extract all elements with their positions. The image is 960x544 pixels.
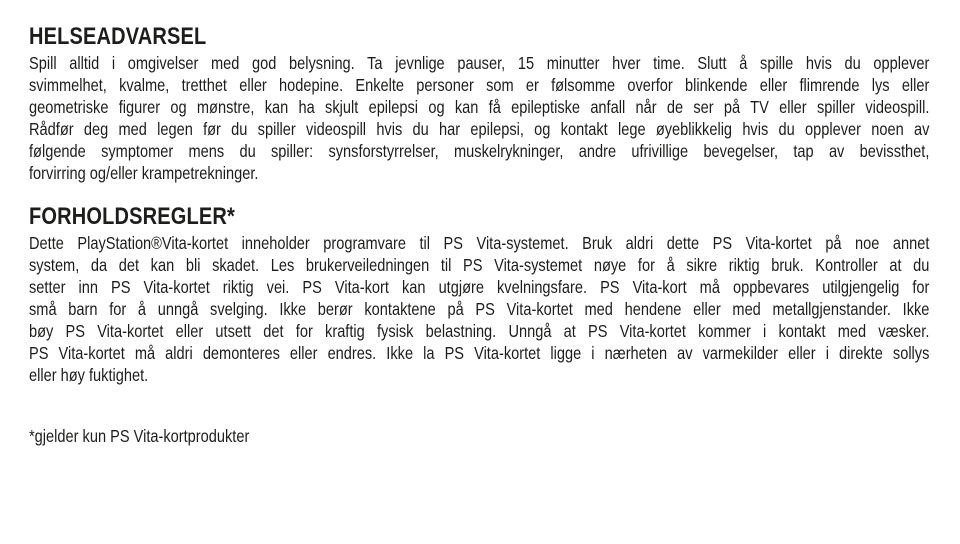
text-line: geometriske figurer og mønstre, kan ha skjult epilepsi og kan få epileptiske anfall når de ser på TV eller spiller videospill. (29, 97, 930, 117)
text-line: svimmelhet, kvalme, tretthet eller hodepine. Enkelte personer som er følsomme overfor blinkende eller flimrende lys eller (29, 75, 930, 95)
section-health-warning (29, 25, 929, 184)
text-line: PS Vita-kortet må aldri demonteres eller endres. Ikke la PS Vita-kortet ligge i nærheten av varmekilder eller i direkte sollys (29, 343, 930, 363)
text-line: setter inn PS Vita-kortet riktig vei. PS Vita-kort kan utgjøre kvelningsfare. PS Vita-kort må oppbevares utilgjengelig for (29, 277, 930, 297)
text-column (29, 25, 929, 447)
page-content (29, 25, 931, 447)
text-line: forvirring og/eller krampetrekninger. (29, 163, 259, 183)
footnote: *gjelder kun PS Vita-kortprodukter (29, 426, 250, 446)
text-line: følgende symptomer mens du spiller: synsforstyrrelser, muskelrykninger, andre ufrivillige bevegelser, tap av bevissthet, (29, 141, 930, 161)
text-line: Spill alltid i omgivelser med god belysning. Ta jevnlige pauser, 15 minutter hver time. Slutt å spille hvis du opplever (29, 53, 930, 73)
health-warning-paragraph (29, 52, 929, 184)
section-precautions (29, 205, 929, 386)
text-line: små barn for å unngå svelging. Ikke berør kontaktene på PS Vita-kortet med hendene eller med metallgjenstander. Ikke (29, 299, 930, 319)
precautions-paragraph (29, 232, 929, 386)
text-line: system, da det kan bli skadet. Les brukerveiledningen til PS Vita-systemet nøye for å sikre riktig bruk. Kontroller at du (29, 255, 930, 275)
text-line: Dette PlayStation®Vita-kortet inneholder programvare til PS Vita-systemet. Bruk aldri dette PS Vita-kortet på noe annet (29, 233, 930, 253)
text-line: eller høy fuktighet. (29, 365, 149, 385)
text-line: Rådfør deg med legen før du spiller videospill hvis du har epilepsi, og kontakt lege øyeblikkelig hvis du opplever noen av (29, 119, 930, 139)
precautions-heading: FORHOLDSREGLER* (29, 203, 235, 230)
health-warning-heading: HELSEADVARSEL (29, 23, 207, 50)
text-line: bøy PS Vita-kortet eller utsett det for kraftig fysisk belastning. Unngå at PS Vita-kortet kommer i kontakt med væsker. (29, 321, 930, 341)
